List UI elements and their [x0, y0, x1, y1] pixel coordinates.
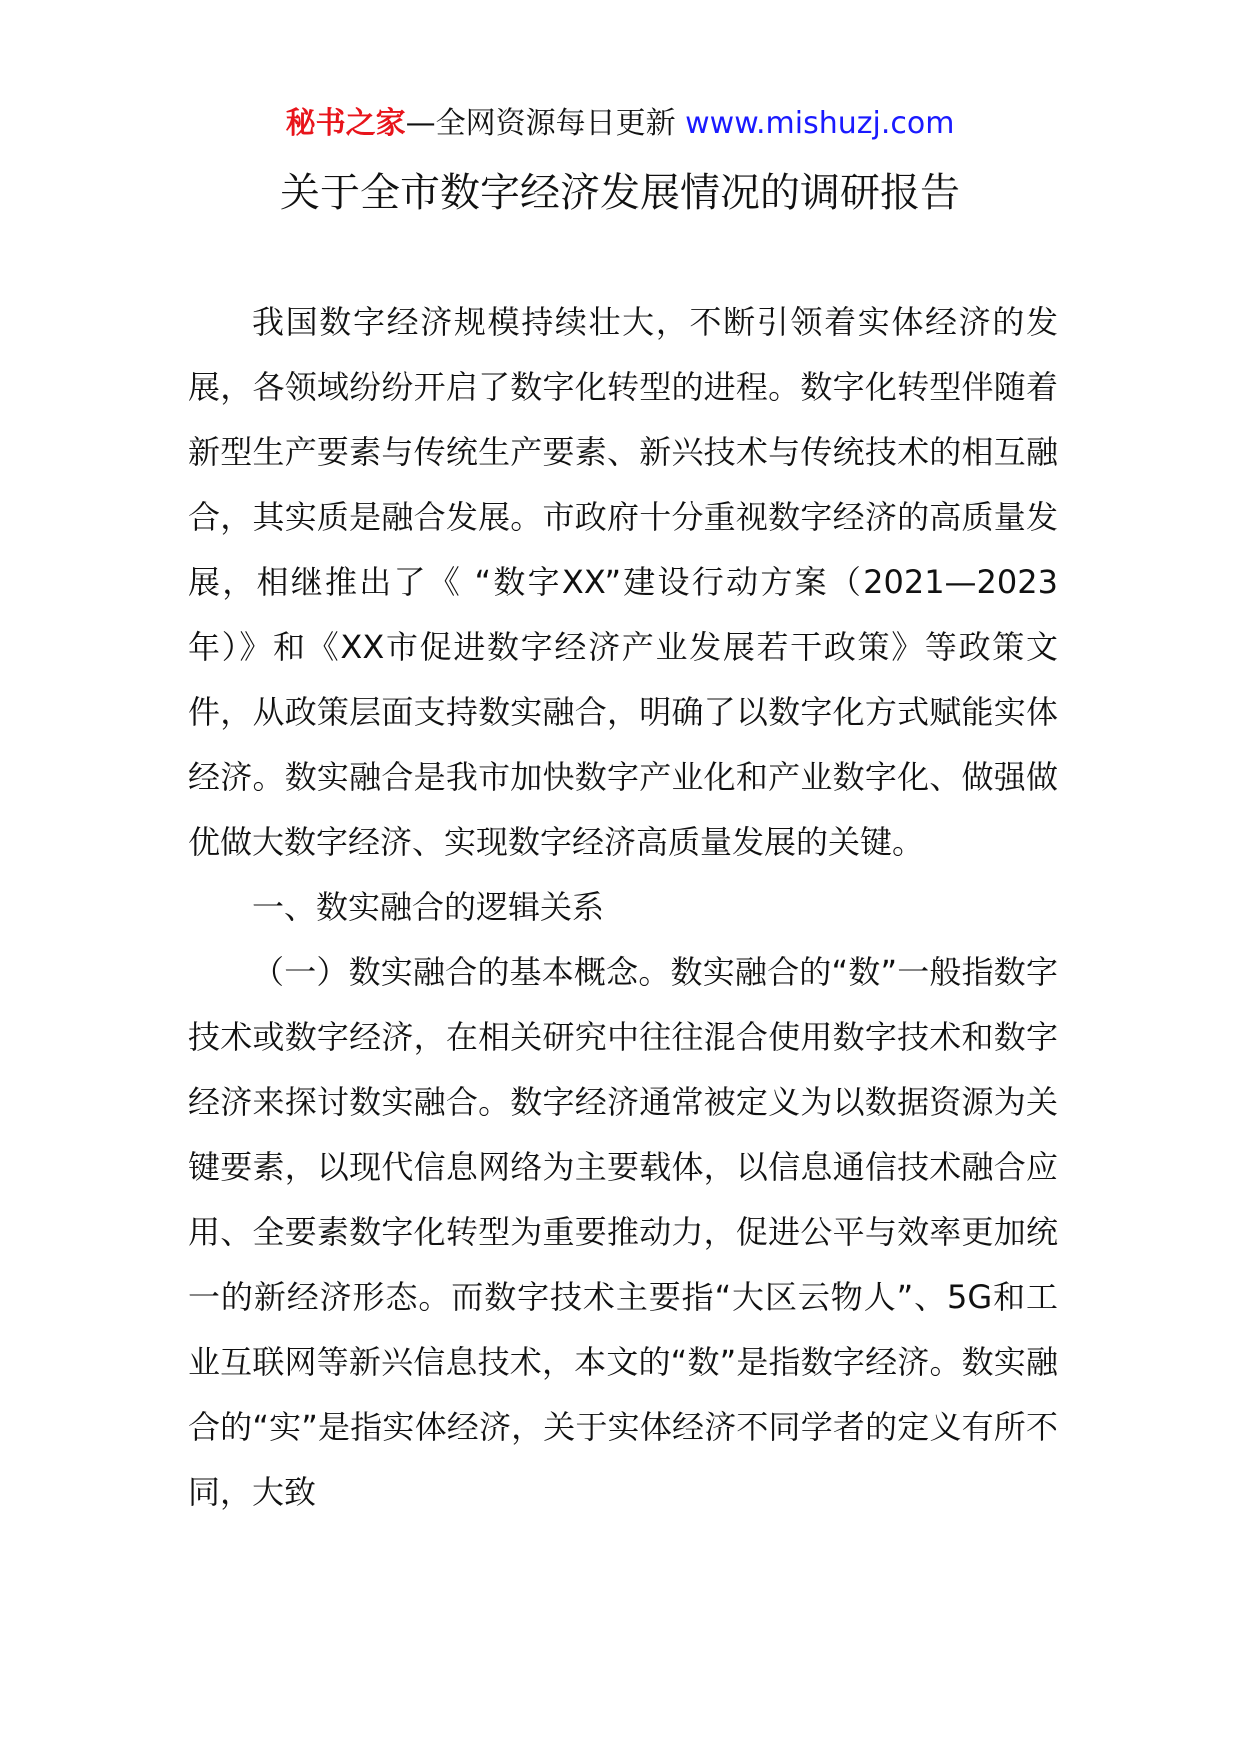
site-header	[0, 104, 1240, 144]
site-brand: 秘书之家	[285, 106, 406, 141]
intro-paragraph: 我国数字经济规模持续壮大，不断引领着实体经济的发展，各领域纷纷开启了数字化转型的进程。数字化转型伴随着新型生产要素与传统生产要素、新兴技术与传统技术的相互融合，其实质是融合发展。市政府十分重视数字经济的高质量发展，相继推出了《 “数字XX”建设行动方案（2021—2023年）》和《XX市促进数字经济产业发展若干政策》等政策文件，从政策层面支持数实融合，明确了以数字化方式赋能实体经济。数实融合是我市加快数字产业化和产业数字化、做强做优做大数字经济、实现数字经济高质量发展的关键。	[188, 303, 1058, 861]
document-body	[188, 290, 1058, 1525]
site-url-link[interactable]: www.mishuzj.com	[685, 106, 955, 141]
section-heading: 一、数实融合的逻辑关系	[252, 888, 605, 926]
document-title: 关于全市数字经济发展情况的调研报告	[280, 170, 960, 216]
body-paragraph: （一）数实融合的基本概念。数实融合的“数”一般指数字技术或数字经济，在相关研究中往往混合使用数字技术和数字经济来探讨数实融合。数字经济通常被定义为以数据资源为关键要素，以现代信息网络为主要载体，以信息通信技术融合应用、全要素数字化转型为重要推动力，促进公平与效率更加统一的新经济形态。而数字技术主要指“大区云物人”、5G和工业互联网等新兴信息技术，本文的“数”是指数字经济。数实融合的“实”是指实体经济，关于实体经济不同学者的定义有所不同，大致	[188, 953, 1058, 1511]
site-tagline: —全网资源每日更新	[405, 106, 676, 141]
